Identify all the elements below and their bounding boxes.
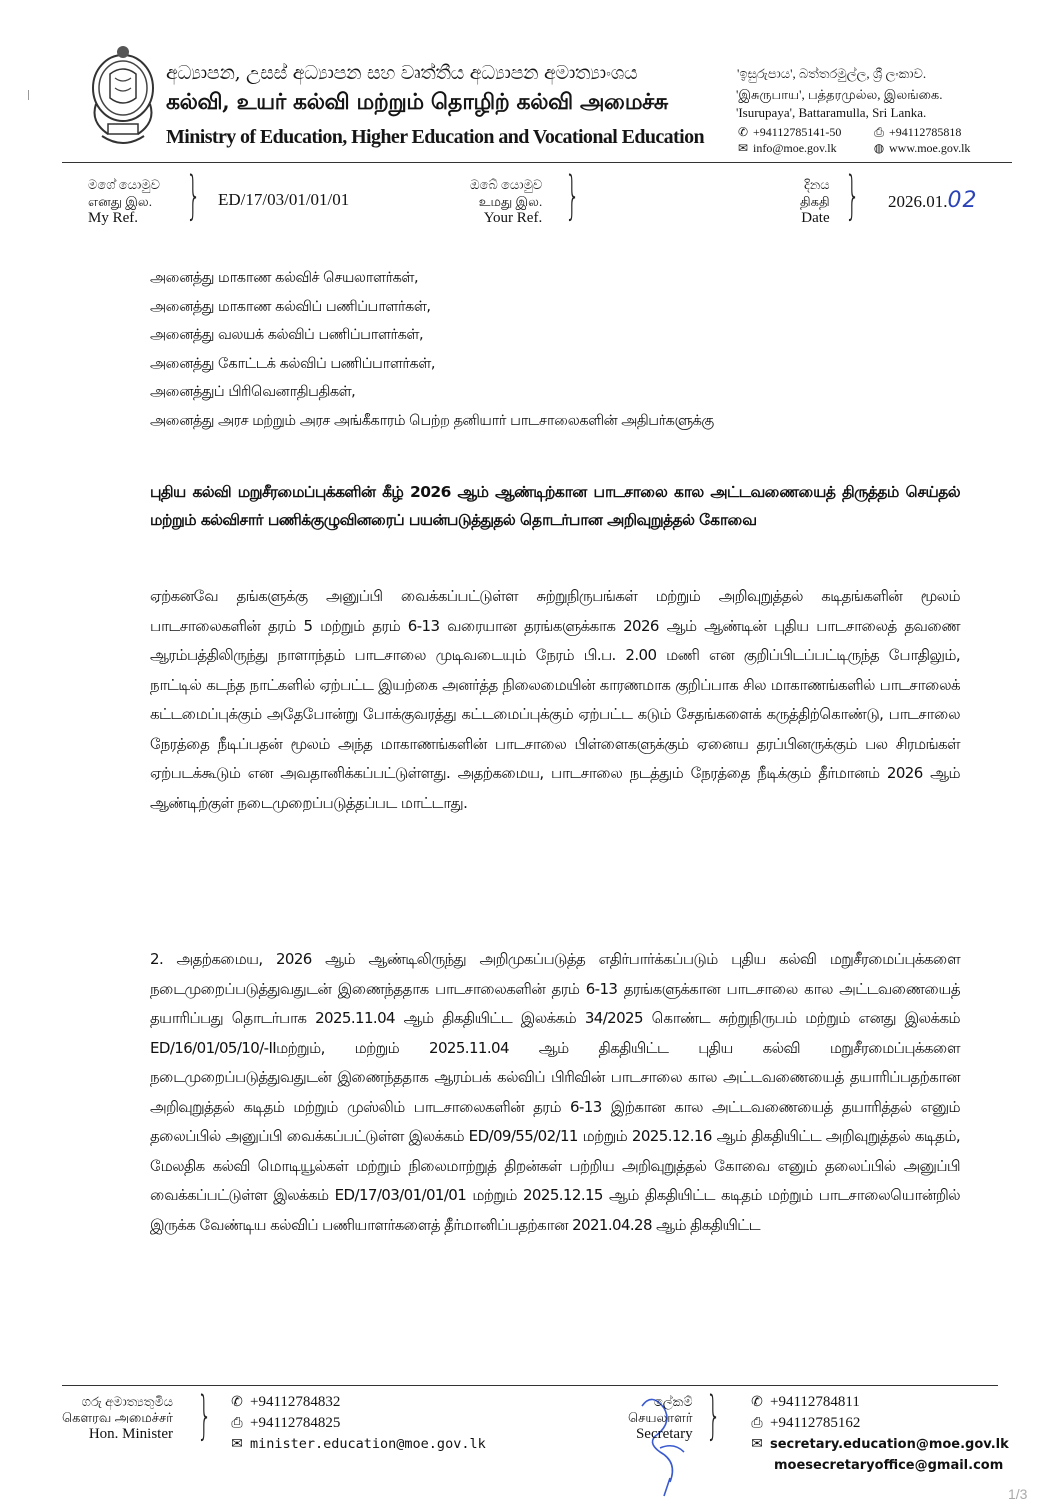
brace: } xyxy=(186,166,201,226)
minister-phone: +94112784832 xyxy=(250,1394,341,1410)
minister-label-ta: கௌரவ அமைச்சர் xyxy=(62,1410,173,1425)
secretary-email: secretary.education@moe.gov.lk xyxy=(770,1437,1009,1452)
header-fax xyxy=(872,125,961,140)
header-divider xyxy=(62,162,1012,163)
header-website xyxy=(872,141,970,156)
phone-icon: ✆ xyxy=(737,125,749,139)
secretary-label xyxy=(628,1394,693,1442)
page-number: 1/3 xyxy=(1008,1486,1028,1502)
recipient-line: அனைத்து அரச மற்றும் அரச அங்கீகாரம் பெற்ற தனியார் பாடசாலைகளின் அதிபர்களுக்கு xyxy=(150,412,714,429)
my-ref-label-en: My Ref. xyxy=(88,210,138,226)
secretary-email-alt: moesecretaryoffice@gmail.com xyxy=(774,1458,1004,1473)
minister-contacts xyxy=(228,1392,486,1455)
brace: } xyxy=(565,166,580,226)
body-paragraph-2: 2. அதற்கமைய, 2026 ஆம் ஆண்டிலிருந்து அறிமுகப்படுத்த எதிர்பார்க்கப்படும் புதிய கல்வி மறுசீரமைப்புக்களை நடைமுறைப்படுத்துவதுடன் இணைந்ததாக பாடசாலைகளின் தரம் 6-13 தரங்களுக்கான பாடசாலை கால அட்டவணையைத் தயாரிப்பது தொடர்பாக 2025.11.04 ஆம் திகதியிட்ட இலக்கம் 34/2025 கொண்ட சுற்றுநிருபம் மற்றும் எனது இலக்கம் ED/16/01/05/10/-IIமற்றும், மற்றும் 2025.11.04 ஆம் திகதியிட்ட புதிய கல்வி மறுசீரமைப்புக்களை நடைமுறைப்படுத்துவதுடன் இணைந்ததாக ஆரம்பக் கல்விப் பிரிவின் பாடசாலை கால அட்டவணையைத் தயாரிப்பதற்கான அறிவுறுத்தல் கடிதம் மற்றும் முஸ்லிம் பாடசாலைகளின் தரம் 6-13 இற்கான கால அட்டவணையைத் தயாரித்தல் எனும் தலைப்பில் அனுப்பி வைக்கப்பட்டுள்ள இலக்கம் ED/09/55/02/11 மற்றும் 2025.12.16 ஆம் திகதியிட்ட அறிவுறுத்தல் கடிதம், மேலதிக கல்வி மொடியூல்கள் மற்றும் நிலைமாற்றுத் திறன்கள் பற்றிய அறிவுறுத்தல் கோவை எனும் தலைப்பில் அனுப்பி வைக்கப்பட்டுள்ள இலக்கம் ED/17/03/01/01/01 மற்றும் 2025.12.15 ஆம் திகதியிட்ட கடிதம் மற்றும் பாடசாலையொன்றில் இருக்க வேண்டிய கல்விப் பணியாளர்களைத் தீர்மானிப்பதற்கான 2021.04.28 ஆம் திகதியிட்ட xyxy=(150,950,960,1234)
recipient-line: அனைத்து மாகாண கல்விப் பணிப்பாளர்கள், xyxy=(150,298,431,315)
date-label-ta: திகதி xyxy=(800,194,830,209)
minister-label xyxy=(62,1394,173,1442)
minister-fax: +94112784825 xyxy=(250,1415,341,1431)
sri-lanka-emblem-logo xyxy=(88,44,158,148)
header-email-value: info@moe.gov.lk xyxy=(753,141,837,155)
your-ref-label-en: Your Ref. xyxy=(483,210,543,226)
date-value xyxy=(888,188,978,213)
fax-icon: ⎙ xyxy=(231,1416,243,1431)
email-icon: ✉ xyxy=(737,141,749,155)
address-sinhala: 'ඉසුරුපාය', බත්තරමුල්ල, ශ්‍රී ලංකාව. xyxy=(737,66,927,81)
letter-subject: புதிய கல்வி மறுசீரமைப்புக்களின் கீழ் 2026 ஆம் ஆண்டிற்கான பாடசாலை கால அட்டவணையைத் திருத்தம் செய்தல் மற்றும் கல்விசார் பணிக்குழுவினரைப் பயன்படுத்துதல் தொடர்பான அறிவுறுத்தல் கோவை xyxy=(150,483,960,529)
fax-icon: ⎙ xyxy=(874,125,884,139)
date-label-en: Date xyxy=(801,210,830,226)
brace: } xyxy=(197,1386,212,1446)
recipient-line: அனைத்து வலயக் கல்விப் பணிப்பாளர்கள், xyxy=(150,327,424,343)
secretary-contacts xyxy=(748,1392,1009,1476)
minister-label-si: ගරු අමාත්‍යතුමිය xyxy=(81,1394,173,1409)
header-fax-value: +94112785818 xyxy=(889,125,962,139)
phone-icon: ✆ xyxy=(751,1395,763,1410)
secretary-label-ta: செயலாளர் xyxy=(628,1410,693,1425)
recipient-line: அனைத்து மாகாண கல்விச் செயலாளர்கள், xyxy=(150,270,419,286)
fax-icon: ⎙ xyxy=(751,1416,763,1431)
address-tamil: 'இசுருபாய', பத்தரமுல்ல, இலங்கை. xyxy=(736,87,943,102)
my-ref-value: ED/17/03/01/01/01 xyxy=(218,190,350,209)
secretary-fax: +94112785162 xyxy=(770,1415,861,1431)
brace: } xyxy=(845,166,860,226)
your-ref-label-si: ඔබේ යොමුව xyxy=(470,177,543,192)
minister-label-en: Hon. Minister xyxy=(88,1426,173,1442)
brace: } xyxy=(706,1386,721,1446)
date-label xyxy=(800,176,830,227)
globe-icon: ◍ xyxy=(873,141,885,155)
date-label-si: දිනය xyxy=(803,177,830,192)
secretary-label-en: Secretary xyxy=(635,1426,693,1442)
recipient-line: அனைத்து கோட்டக் கல்விப் பணிப்பாளர்கள், xyxy=(150,355,435,372)
ministry-name-sinhala: අධ්‍යාපන, උසස් අධ්‍යාපන සහ වෘත්තීය අධ්‍යාපන අමාත්‍යාංශය xyxy=(166,62,638,84)
secretary-label-si: ලේකම් xyxy=(653,1394,693,1409)
header-email xyxy=(736,141,837,156)
secretary-phone: +94112784811 xyxy=(770,1394,860,1410)
my-ref-label-ta: எனது இல. xyxy=(88,194,152,209)
ministry-name-english: Ministry of Education, Higher Education and Vocational Education xyxy=(166,126,704,148)
email-icon: ✉ xyxy=(231,1437,243,1452)
header-phone xyxy=(736,125,841,140)
your-ref-label xyxy=(470,176,542,227)
my-ref-label-si: මගේ යොමුව xyxy=(88,177,160,192)
recipient-list xyxy=(150,268,950,439)
body-paragraph-1: ஏற்கனவே தங்களுக்கு அனுப்பி வைக்கப்பட்டுள்ள சுற்றுநிருபங்கள் மற்றும் அறிவுறுத்தல் கடிதங்களின் மூலம் பாடசாலைகளின் தரம் 5 மற்றும் தரம் 6-13 வரையான தரங்களுக்காக 2026 ஆம் ஆண்டின் புதிய பாடசாலைத் தவணை ஆரம்பத்திலிருந்து நாளாந்தம் பாடசாலை முடிவடையும் நேரம் பி.ப. 2.00 மணி என குறிப்பிடப்பட்டிருந்த போதிலும், நாட்டில் கடந்த நாட்களில் ஏற்பட்ட இயற்கை அனர்த்த நிலைமையின் காரணமாக குறிப்பாக சில மாகாணங்களில் பாடசாலைக் கட்டமைப்புக்கும் அதேபோன்று போக்குவரத்து கட்டமைப்புக்கும் ஏற்பட்ட கடும் சேதங்களைக் கருத்திற்கொண்டு, பாடசாலை நேரத்தை நீடிப்பதன் மூலம் அந்த மாகாணங்களின் பாடசாலை பிள்ளைகளுக்கும் ஏனைய தரப்பினருக்கும் பல சிரமங்கள் ஏற்படக்கூடும் என அவதானிக்கப்பட்டுள்ளது. அதற்கமைய, பாடசாலை நடத்தும் நேரத்தை நீடிக்கும் தீர்மானம் 2026 ஆம் ஆண்டிற்குள் நடைமுறைப்படுத்தப்பட மாட்டாது. xyxy=(150,587,960,812)
phone-icon: ✆ xyxy=(231,1395,243,1410)
my-ref-label xyxy=(88,176,160,227)
date-handwritten: 02 xyxy=(947,188,978,213)
scan-mark xyxy=(28,90,33,100)
email-icon: ✉ xyxy=(751,1437,763,1452)
minister-email: minister.education@moe.gov.lk xyxy=(250,1436,486,1452)
recipient-line: அனைத்துப் பிரிவெனாதிபதிகள், xyxy=(150,384,356,400)
header-website-value: www.moe.gov.lk xyxy=(889,141,971,155)
date-printed: 2026.01. xyxy=(888,192,948,211)
header-phone-value: +94112785141-50 xyxy=(753,125,842,139)
ministry-name-tamil: கல்வி, உயர் கல்வி மற்றும் தொழிற் கல்வி அமைச்சு xyxy=(166,89,668,115)
your-ref-label-ta: உமது இல. xyxy=(478,194,543,209)
address-english: 'Isurupaya', Battaramulla, Sri Lanka. xyxy=(736,105,927,120)
